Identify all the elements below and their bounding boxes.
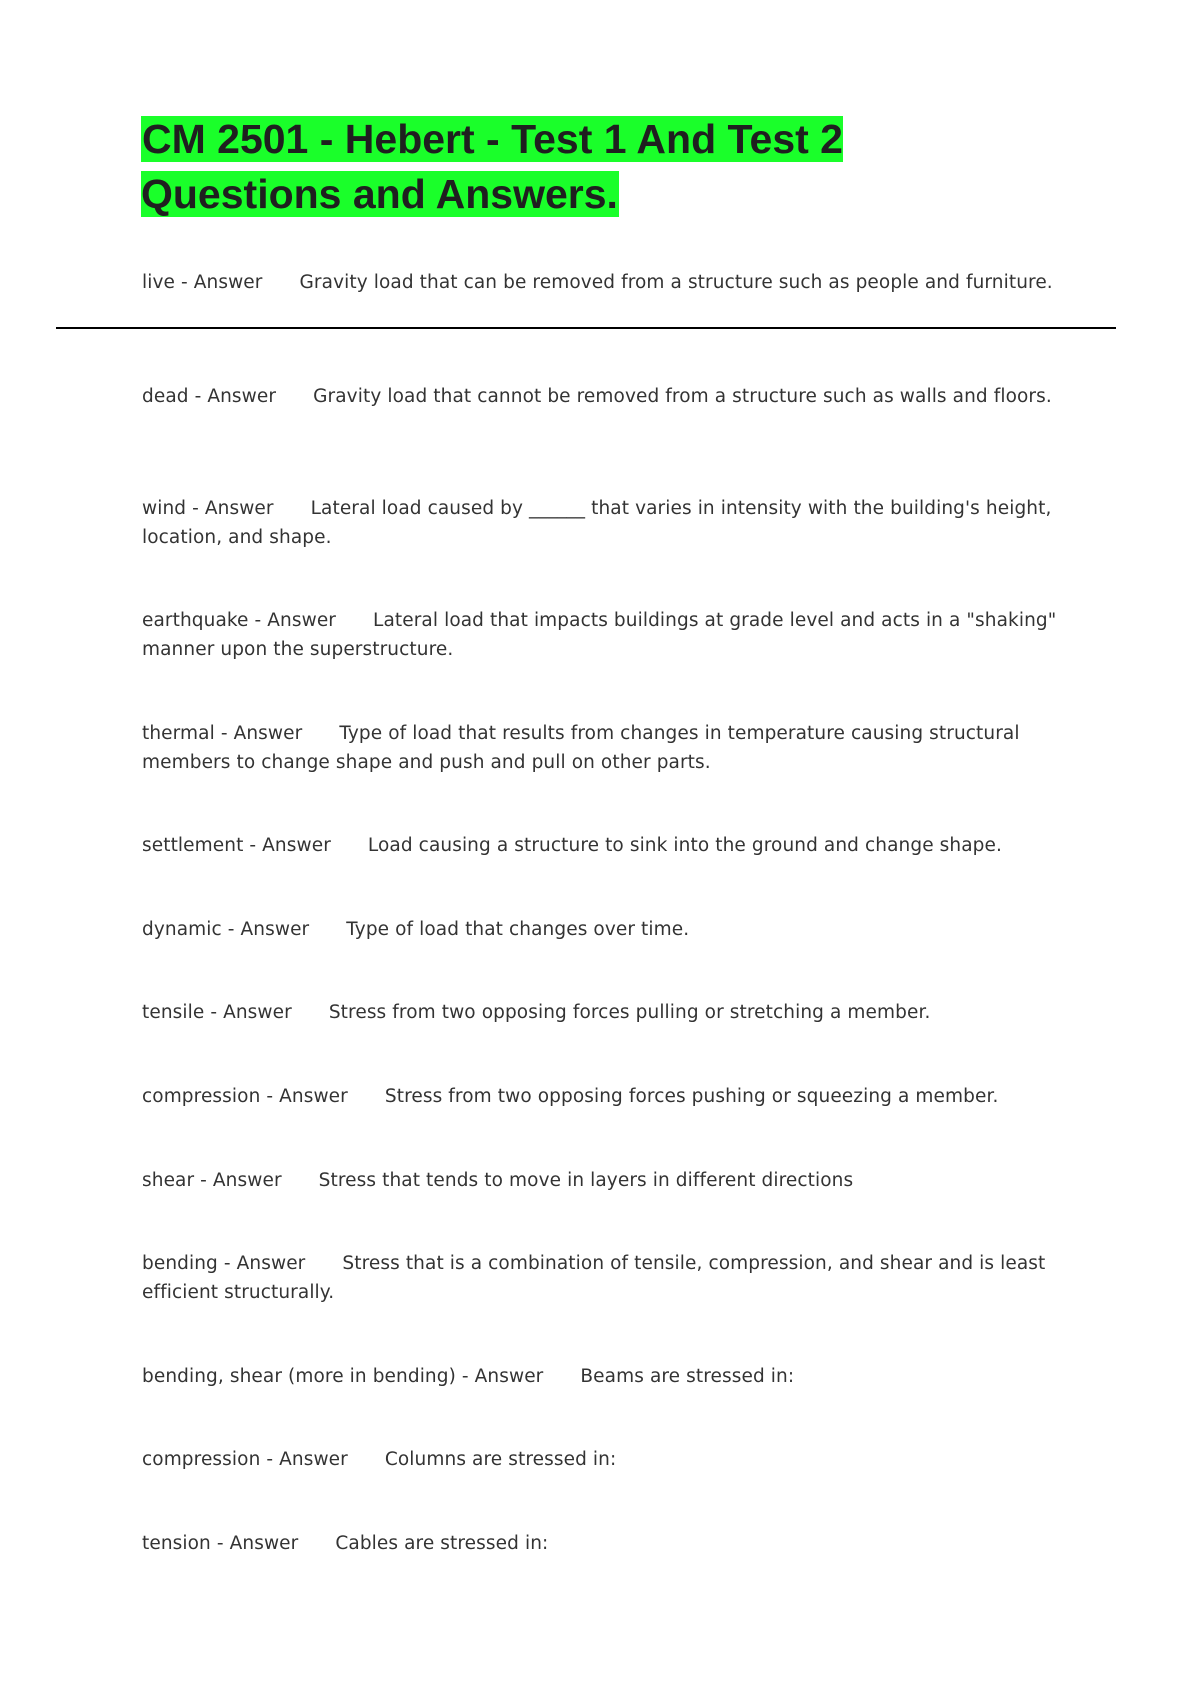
qa-definition: Type of load that results from changes in temperature causing structural members to change shape and push and pull on other parts. [142,723,1020,773]
qa-term: bending, shear (more in bending) - Answer [142,1366,544,1387]
qa-definition: Stress that tends to move in layers in different directions [318,1170,854,1191]
qa-term: earthquake - Answer [142,610,337,631]
qa-item-thermal [142,719,1072,777]
qa-item-beams [142,1362,1072,1391]
qa-definition: Beams are stressed in: [580,1366,795,1387]
qa-term: compression - Answer [142,1086,348,1107]
qa-item-wind [142,494,1072,552]
qa-item-bending [142,1249,1072,1307]
qa-definition: Stress from two opposing forces pulling or stretching a member. [328,1002,931,1023]
qa-term: shear - Answer [142,1170,282,1191]
qa-item-live [142,268,1072,297]
qa-item-columns [142,1445,1072,1474]
qa-term: thermal - Answer [142,723,303,744]
qa-term: compression - Answer [142,1449,348,1470]
qa-term: dynamic - Answer [142,919,310,940]
horizontal-rule [56,327,1116,329]
qa-definition: Load causing a structure to sink into the ground and change shape. [367,835,1002,856]
qa-definition: Gravity load that cannot be removed from a structure such as walls and floors. [313,386,1052,407]
qa-item-settlement [142,831,1072,860]
qa-definition: Type of load that changes over time. [346,919,690,940]
qa-term: settlement - Answer [142,835,331,856]
qa-term: bending - Answer [142,1253,306,1274]
qa-definition: Stress from two opposing forces pushing or squeezing a member. [384,1086,999,1107]
qa-item-cables [142,1529,1072,1558]
document-title [141,112,1041,222]
qa-term: tensile - Answer [142,1002,292,1023]
qa-item-dynamic [142,915,1072,944]
qa-definition: Stress that is a combination of tensile, compression, and shear and is least efficient structurally. [142,1253,1046,1303]
qa-definition: Columns are stressed in: [384,1449,617,1470]
qa-term: tension - Answer [142,1533,299,1554]
qa-definition: Lateral load caused by ______ that varies in intensity with the building's height, location, and shape. [142,498,1052,548]
qa-term: live - Answer [142,272,263,293]
qa-definition: Lateral load that impacts buildings at grade level and acts in a "shaking" manner upon the superstructure. [142,610,1057,660]
qa-item-tensile [142,998,1072,1027]
qa-definition: Cables are stressed in: [335,1533,549,1554]
qa-item-shear [142,1166,1072,1195]
qa-item-earthquake [142,606,1072,664]
qa-item-compression [142,1082,1072,1111]
qa-item-dead [142,382,1072,411]
title-highlight: CM 2501 - Hebert - Test 1 And Test 2 Questions and Answers. [141,116,843,217]
qa-term: dead - Answer [142,386,277,407]
qa-term: wind - Answer [142,498,274,519]
qa-definition: Gravity load that can be removed from a structure such as people and furniture. [299,272,1053,293]
